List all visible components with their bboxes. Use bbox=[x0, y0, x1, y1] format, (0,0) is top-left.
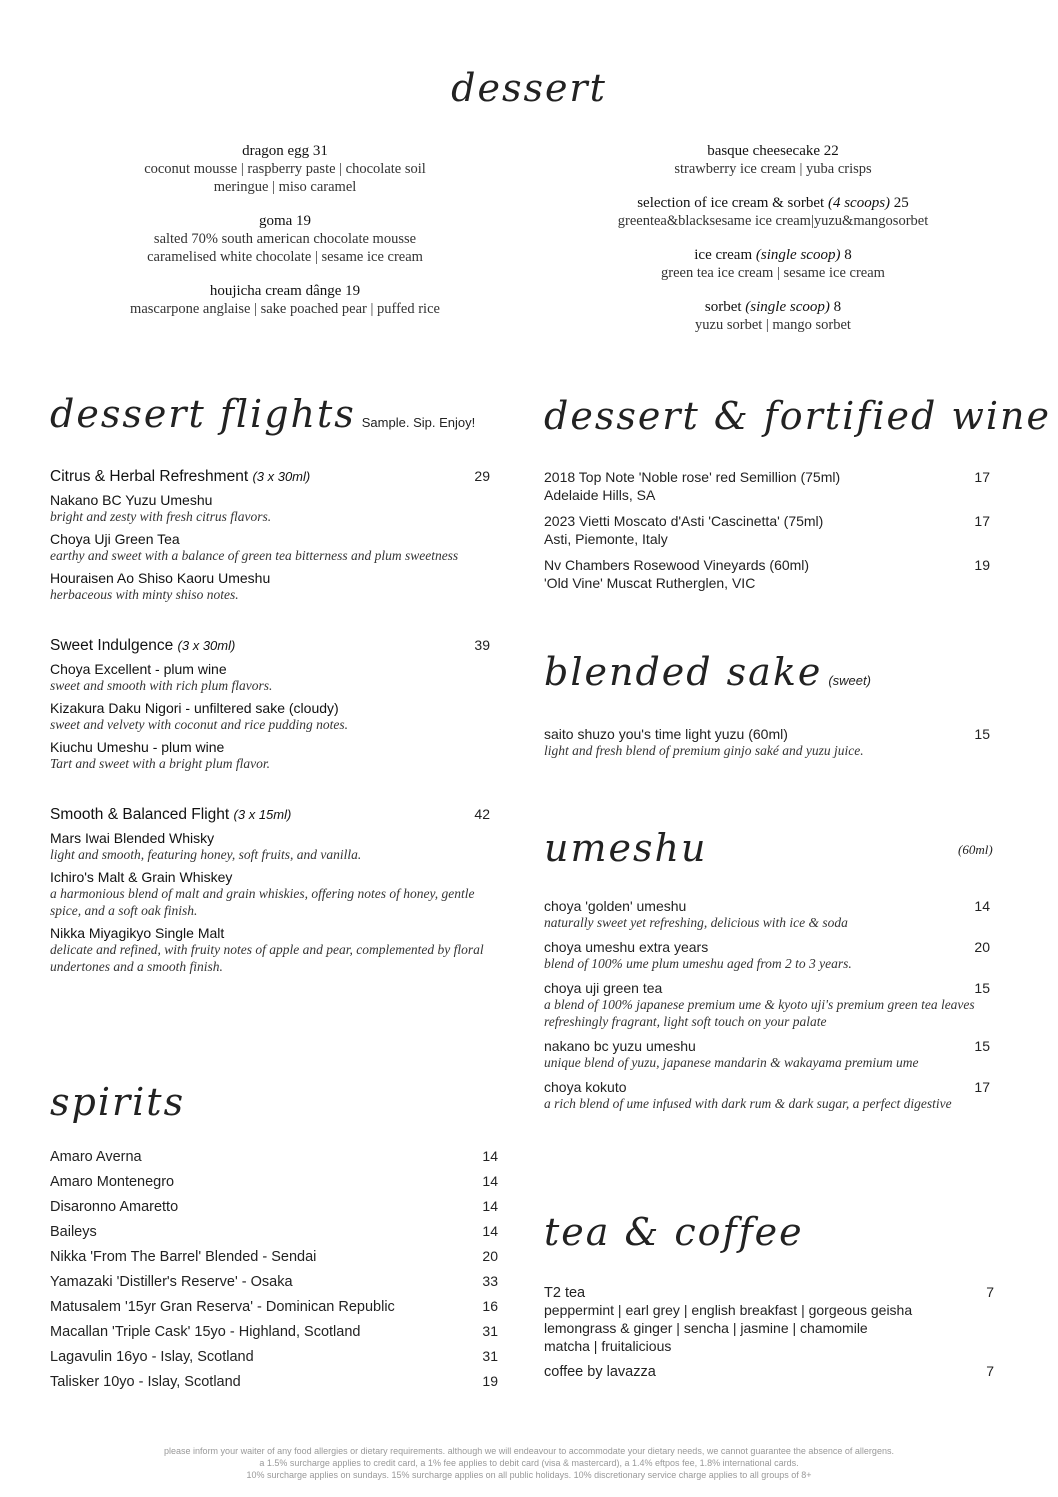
dessert-item bbox=[50, 212, 520, 266]
wine-entry bbox=[544, 468, 990, 504]
spirit-price: 33 bbox=[482, 1273, 498, 1289]
umeshu-row bbox=[544, 980, 990, 996]
spirit-name: Disaronno Amaretto bbox=[50, 1199, 179, 1215]
dessert-list-left bbox=[50, 142, 520, 334]
spirit-name: Matusalem '15yr Gran Reserva' - Dominican Republic bbox=[50, 1299, 395, 1315]
sake-list bbox=[544, 726, 990, 765]
flight-drink-note: Tart and sweet with a bright plum flavor. bbox=[50, 756, 271, 771]
tea-name: T2 tea bbox=[544, 1285, 586, 1301]
dessert-desc: caramelised white chocolate | sesame ice cream bbox=[147, 249, 423, 265]
wine-name: 2018 Top Note 'Noble rose' red Semillion (75ml) bbox=[544, 469, 841, 485]
sake-entry bbox=[544, 726, 990, 759]
spirit-row bbox=[50, 1273, 498, 1298]
spirit-price: 14 bbox=[482, 1198, 498, 1214]
flight-drink-note: light and smooth, featuring honey, soft fruits, and vanilla. bbox=[50, 847, 362, 862]
umeshu-name: choya 'golden' umeshu bbox=[544, 898, 687, 914]
wine-row bbox=[544, 468, 990, 486]
flight-price: 42 bbox=[474, 806, 490, 822]
spirit-row bbox=[50, 1323, 498, 1348]
dessert-desc: greentea&blacksesame ice cream|yuzu&mangosorbet bbox=[617, 213, 929, 229]
umeshu-name: choya umeshu extra years bbox=[544, 939, 709, 955]
spirit-price: 20 bbox=[482, 1248, 498, 1264]
wine-region: Adelaide Hills, SA bbox=[544, 487, 656, 503]
spirit-name: Amaro Montenegro bbox=[50, 1174, 175, 1190]
dessert-portion: (single scoop) bbox=[745, 299, 830, 315]
spirit-row bbox=[50, 1248, 498, 1273]
spirit-row bbox=[50, 1298, 498, 1323]
dessert-list-right bbox=[538, 142, 1008, 350]
tea-price: 7 bbox=[986, 1284, 994, 1300]
flight-group bbox=[50, 468, 490, 603]
sake-name: saito shuzo you's time light yuzu (60ml) bbox=[544, 726, 788, 742]
umeshu-size: (60ml) bbox=[958, 842, 993, 857]
sake-title: blended sake bbox=[544, 650, 823, 694]
flight-drink-note: bright and zesty with fresh citrus flavors. bbox=[50, 509, 272, 524]
spirit-row bbox=[50, 1148, 498, 1173]
spirit-row bbox=[50, 1373, 498, 1398]
sake-sub: (sweet) bbox=[828, 673, 871, 688]
wine-price: 19 bbox=[974, 557, 990, 573]
flight-group bbox=[50, 806, 490, 975]
umeshu-note: blend of 100% ume plum umeshu aged from 2 to 3 years. bbox=[544, 956, 852, 971]
wine-entry bbox=[544, 556, 990, 592]
wine-row bbox=[544, 556, 990, 574]
dessert-name: goma 19 bbox=[258, 213, 312, 229]
dessert-portion: (4 scoops) bbox=[827, 195, 891, 211]
spirit-row bbox=[50, 1348, 498, 1373]
spirit-row bbox=[50, 1223, 498, 1248]
flight-drink-note: delicate and refined, with fruity notes of apple and pear, complemented by floral undertones and a smooth finish. bbox=[50, 942, 484, 974]
flight-title-row bbox=[50, 468, 490, 486]
spirit-name: Baileys bbox=[50, 1224, 97, 1240]
tea-entry bbox=[544, 1284, 994, 1355]
flights-tagline: Sample. Sip. Enjoy! bbox=[361, 415, 476, 430]
tea-variety: matcha | fruitalicious bbox=[544, 1338, 672, 1354]
flight-title-row bbox=[50, 806, 490, 824]
dessert-item bbox=[538, 298, 1008, 334]
flight-drink-name: Nikka Miyagikyo Single Malt bbox=[50, 925, 225, 941]
spirit-row bbox=[50, 1198, 498, 1223]
umeshu-heading: umeshu bbox=[544, 826, 708, 870]
dessert-name: sorbet (single scoop) 8 bbox=[704, 299, 842, 315]
umeshu-price: 14 bbox=[974, 898, 990, 914]
spirit-price: 16 bbox=[482, 1298, 498, 1314]
spirit-name: Lagavulin 16yo - Islay, Scotland bbox=[50, 1349, 254, 1365]
wine-region: 'Old Vine' Muscat Rutherglen, VIC bbox=[544, 575, 756, 591]
flight-price: 39 bbox=[474, 637, 490, 653]
spirit-price: 14 bbox=[482, 1173, 498, 1189]
flight-drink-note: earthy and sweet with a balance of green tea bitterness and plum sweetness bbox=[50, 548, 459, 563]
flight-title: Sweet Indulgence (3 x 30ml) bbox=[50, 637, 236, 654]
spirit-name: Talisker 10yo - Islay, Scotland bbox=[50, 1374, 241, 1390]
dessert-item bbox=[538, 194, 1008, 230]
wine-row bbox=[544, 512, 990, 530]
dessert-name: selection of ice cream & sorbet (4 scoops) 25 bbox=[637, 195, 909, 211]
dessert-desc: salted 70% south american chocolate mousse bbox=[153, 231, 417, 247]
flights-list bbox=[50, 468, 490, 1009]
wine-list bbox=[544, 468, 990, 600]
flight-drink-name: Kiuchu Umeshu - plum wine bbox=[50, 739, 225, 755]
tea-entry bbox=[544, 1363, 994, 1380]
flight-group bbox=[50, 637, 490, 772]
umeshu-note: unique blend of yuzu, japanese mandarin & wakayama premium ume bbox=[544, 1055, 919, 1070]
footer-line-2: a 1.5% surcharge applies to credit card, a 1% fee applies to debit card (visa & mastercard), a 1.4% eftpos fee, 1.8% international cards. bbox=[259, 1458, 799, 1468]
dessert-flights-title: dessert flights bbox=[50, 392, 356, 436]
flight-size: (3 x 15ml) bbox=[233, 807, 292, 822]
wine-name: Nv Chambers Rosewood Vineyards (60ml) bbox=[544, 557, 810, 573]
flight-drink-name: Ichiro's Malt & Grain Whiskey bbox=[50, 869, 233, 885]
wine-heading: dessert & fortified wine bbox=[544, 394, 1052, 438]
sake-heading bbox=[544, 650, 871, 694]
wine-region: Asti, Piemonte, Italy bbox=[544, 531, 668, 547]
flight-title: Citrus & Herbal Refreshment (3 x 30ml) bbox=[50, 468, 311, 485]
dessert-desc: coconut mousse | raspberry paste | chocolate soil bbox=[144, 161, 426, 177]
umeshu-entry bbox=[544, 939, 990, 972]
spirit-name: Nikka 'From The Barrel' Blended - Sendai bbox=[50, 1249, 317, 1265]
spirit-price: 31 bbox=[482, 1348, 498, 1364]
dessert-item bbox=[50, 282, 520, 318]
flight-drink-note: sweet and velvety with coconut and rice pudding notes. bbox=[50, 717, 349, 732]
umeshu-name: nakano bc yuzu umeshu bbox=[544, 1038, 696, 1054]
spirit-row bbox=[50, 1173, 498, 1198]
umeshu-price: 15 bbox=[974, 980, 990, 996]
umeshu-name: choya kokuto bbox=[544, 1079, 627, 1095]
wine-entry bbox=[544, 512, 990, 548]
dessert-item bbox=[50, 142, 520, 196]
umeshu-entry bbox=[544, 980, 990, 1030]
dessert-name: houjicha cream dânge 19 bbox=[209, 283, 361, 299]
tea-price: 7 bbox=[986, 1363, 994, 1379]
spirits-heading: spirits bbox=[50, 1080, 186, 1124]
umeshu-row bbox=[544, 1079, 990, 1095]
umeshu-note: naturally sweet yet refreshing, delicious with ice & soda bbox=[544, 915, 848, 930]
umeshu-row bbox=[544, 939, 990, 955]
flight-title: Smooth & Balanced Flight (3 x 15ml) bbox=[50, 806, 292, 823]
dessert-name: ice cream (single scoop) 8 bbox=[694, 247, 852, 263]
sake-note: light and fresh blend of premium ginjo saké and yuzu juice. bbox=[544, 743, 864, 758]
spirit-price: 31 bbox=[482, 1323, 498, 1339]
umeshu-price: 20 bbox=[974, 939, 990, 955]
sake-row bbox=[544, 726, 990, 742]
spirit-price: 14 bbox=[482, 1223, 498, 1239]
tea-row bbox=[544, 1363, 994, 1380]
spirit-name: Yamazaki 'Distiller's Reserve' - Osaka bbox=[50, 1274, 293, 1290]
spirit-price: 19 bbox=[482, 1373, 498, 1389]
dessert-portion: (single scoop) bbox=[755, 247, 841, 263]
wine-price: 17 bbox=[974, 513, 990, 529]
spirit-name: Amaro Averna bbox=[50, 1149, 142, 1165]
flight-title-row bbox=[50, 637, 490, 655]
flight-size: (3 x 30ml) bbox=[252, 469, 311, 484]
flight-drink-note: sweet and smooth with rich plum flavors. bbox=[50, 678, 273, 693]
flight-drink-name: Nakano BC Yuzu Umeshu bbox=[50, 492, 213, 508]
dessert-desc: meringue | miso caramel bbox=[213, 179, 357, 195]
umeshu-row bbox=[544, 898, 990, 914]
tea-heading: tea & coffee bbox=[544, 1210, 804, 1254]
spirit-price: 14 bbox=[482, 1148, 498, 1164]
flight-drink-name: Choya Excellent - plum wine bbox=[50, 661, 227, 677]
dessert-desc: yuzu sorbet | mango sorbet bbox=[695, 317, 851, 333]
flight-price: 29 bbox=[474, 468, 490, 484]
dessert-item bbox=[538, 142, 1008, 178]
dessert-item bbox=[538, 246, 1008, 282]
dessert-desc: strawberry ice cream | yuba crisps bbox=[674, 161, 872, 177]
flight-drink-name: Houraisen Ao Shiso Kaoru Umeshu bbox=[50, 570, 271, 586]
sake-price: 15 bbox=[974, 726, 990, 742]
wine-price: 17 bbox=[974, 469, 990, 485]
dessert-desc: green tea ice cream | sesame ice cream bbox=[661, 265, 885, 281]
footer-line-3: 10% surcharge applies on sundays. 15% surcharge applies on all public holidays. 10% discretionary service charge applies to all groups of 8+ bbox=[246, 1470, 812, 1480]
umeshu-note: a rich blend of ume infused with dark rum & dark sugar, a perfect digestive bbox=[544, 1096, 952, 1111]
umeshu-list bbox=[544, 898, 990, 1120]
umeshu-row bbox=[544, 1038, 990, 1054]
umeshu-price: 17 bbox=[974, 1079, 990, 1095]
umeshu-note: a blend of 100% japanese premium ume & kyoto uji's premium green tea leaves refreshingly fragrant, light soft touch on your palate bbox=[544, 997, 975, 1029]
page-title: dessert bbox=[451, 66, 607, 110]
spirits-list bbox=[50, 1148, 498, 1398]
flight-drink-name: Choya Uji Green Tea bbox=[50, 531, 180, 547]
flight-drink-name: Mars Iwai Blended Whisky bbox=[50, 830, 215, 846]
tea-variety: lemongrass & ginger | sencha | jasmine | chamomile bbox=[544, 1320, 868, 1336]
dessert-desc: mascarpone anglaise | sake poached pear | puffed rice bbox=[130, 301, 440, 317]
umeshu-entry bbox=[544, 1079, 990, 1112]
flight-drink-name: Kizakura Daku Nigori - unfiltered sake (cloudy) bbox=[50, 700, 339, 716]
footer-notice bbox=[30, 1445, 1028, 1481]
umeshu-name: choya uji green tea bbox=[544, 980, 663, 996]
tea-list bbox=[544, 1284, 994, 1388]
tea-variety: peppermint | earl grey | english breakfast | gorgeous geisha bbox=[544, 1302, 913, 1318]
tea-row bbox=[544, 1284, 994, 1301]
dessert-flights-heading bbox=[50, 392, 475, 436]
dessert-name: dragon egg 31 bbox=[242, 143, 328, 159]
umeshu-price: 15 bbox=[974, 1038, 990, 1054]
umeshu-entry bbox=[544, 1038, 990, 1071]
dessert-name: basque cheesecake 22 bbox=[707, 143, 839, 159]
footer-line-1: please inform your waiter of any food allergies or dietary requirements. although we will endeavour to accommodate your dietary needs, we cannot guarantee the absence of allergens. bbox=[164, 1446, 894, 1456]
tea-name: coffee by lavazza bbox=[544, 1364, 656, 1380]
flight-drink-note: herbaceous with minty shiso notes. bbox=[50, 587, 239, 602]
flight-size: (3 x 30ml) bbox=[177, 638, 236, 653]
umeshu-entry bbox=[544, 898, 990, 931]
flight-drink-note: a harmonious blend of malt and grain whiskies, offering notes of honey, gentle spice, and a soft oak finish. bbox=[50, 886, 475, 918]
wine-name: 2023 Vietti Moscato d'Asti 'Cascinetta' (75ml) bbox=[544, 513, 824, 529]
spirit-name: Macallan 'Triple Cask' 15yo - Highland, Scotland bbox=[50, 1324, 361, 1340]
